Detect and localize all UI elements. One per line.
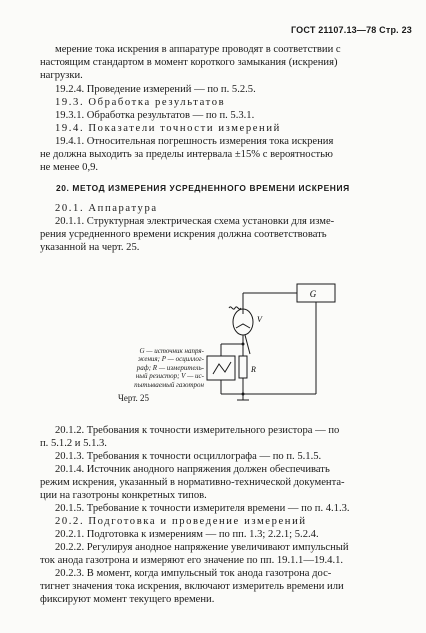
- label-g: G: [309, 289, 317, 299]
- clause-20-1-3: 20.1.3. Требования к точности осциллографа — по п. 5.1.5.: [55, 451, 322, 462]
- clause-20-1-1-line: рения усредненного времени искрения должна соответствовать: [40, 229, 327, 240]
- clause-20-1-2-line: п. 5.1.2 и 5.1.3.: [40, 438, 107, 449]
- legend-line: пытываемый газотрон: [134, 380, 204, 389]
- clause-20-2-1: 20.2.1. Подготовка к измерениям — по пп. 1.3; 2.2.1; 5.2.4.: [55, 529, 319, 540]
- clause-19-4-1-line: не менее 0,9.: [40, 162, 99, 173]
- figure-legend: [86, 347, 204, 389]
- clause-19-3: 19.3. Обработка результатов: [55, 97, 226, 108]
- legend-line: G — источник напря-: [139, 347, 204, 355]
- measuring-resistor: [239, 356, 247, 378]
- clause-20-1-4-line: режим искрения, указанный в нормативно-технической документа-: [40, 477, 345, 488]
- clause-19-2-4: 19.2.4. Проведение измерений — по п. 5.2.5.: [55, 84, 256, 95]
- label-r: R: [251, 365, 256, 374]
- legend-line: раф; R — измеритель-: [136, 363, 204, 372]
- legend-line: жения; P — осциллог-: [137, 355, 204, 364]
- clause-20-2-2-line: 20.2.2. Регулируя анодное напряжение увеличивают импульсный: [55, 542, 349, 553]
- legend-line: ный резистор; V — ис-: [135, 372, 204, 381]
- section-title: 20. МЕТОД ИЗМЕРЕНИЯ УСРЕДНЕННОГО ВРЕМЕНИ ИСКРЕНИЯ: [56, 183, 350, 193]
- clause-20-2-3-line: 20.2.3. В момент, когда импульсный ток анода газотрона дос-: [55, 568, 332, 579]
- clause-20-2-2-line: ток анода газотрона и измеряют его значение по пп. 19.1.1—19.4.1.: [40, 555, 344, 566]
- clause-20-1-4-line: 20.1.4. Источник анодного напряжения должен обеспечивать: [55, 464, 330, 475]
- clause-19-4-1-line: не должна выходить за пределы интервала ±15% с вероятностью: [40, 149, 333, 160]
- clause-19-4: 19.4. Показатели точности измерений: [55, 123, 281, 134]
- page-header: ГОСТ 21107.13—78 Стр. 23: [290, 25, 412, 35]
- clause-20-1-5: 20.1.5. Требование к точности измерителя времени — по п. 4.1.3.: [55, 503, 350, 514]
- text-line: мерение тока искрения в аппаратуре проводят в соответствии с: [55, 44, 341, 55]
- text-line: настоящим стандартом в момент короткого замыкания (искрения): [40, 57, 338, 68]
- figure-caption: Черт. 25: [118, 393, 149, 403]
- clause-20-2-3-line: тигнет значения тока искрения, включают измеритель времени или: [40, 581, 344, 592]
- oscilloscope-box: [207, 356, 235, 380]
- clause-20-1: 20.1. Аппаратура: [55, 203, 158, 214]
- clause-20-1-4-line: ции на газотроны конкретных типов.: [40, 490, 207, 501]
- circuit-diagram: [205, 282, 405, 410]
- clause-19-3-1: 19.3.1. Обработка результатов — по п. 5.3.1.: [55, 110, 255, 121]
- clause-20-1-2-line: 20.1.2. Требования к точности измерительного резистора — по: [55, 425, 340, 436]
- clause-19-4-1-line: 19.4.1. Относительная погрешность измерения тока искрения: [55, 136, 334, 147]
- clause-20-1-1-line: указанной на черт. 25.: [40, 242, 140, 253]
- text-line: нагрузки.: [40, 70, 83, 81]
- label-v: V: [257, 315, 262, 324]
- clause-20-2-3-line: фиксируют момент текущего времени.: [40, 594, 215, 605]
- clause-20-1-1-line: 20.1.1. Структурная электрическая схема установки для изме-: [55, 216, 335, 227]
- clause-20-2: 20.2. Подготовка и проведение измерений: [55, 516, 307, 527]
